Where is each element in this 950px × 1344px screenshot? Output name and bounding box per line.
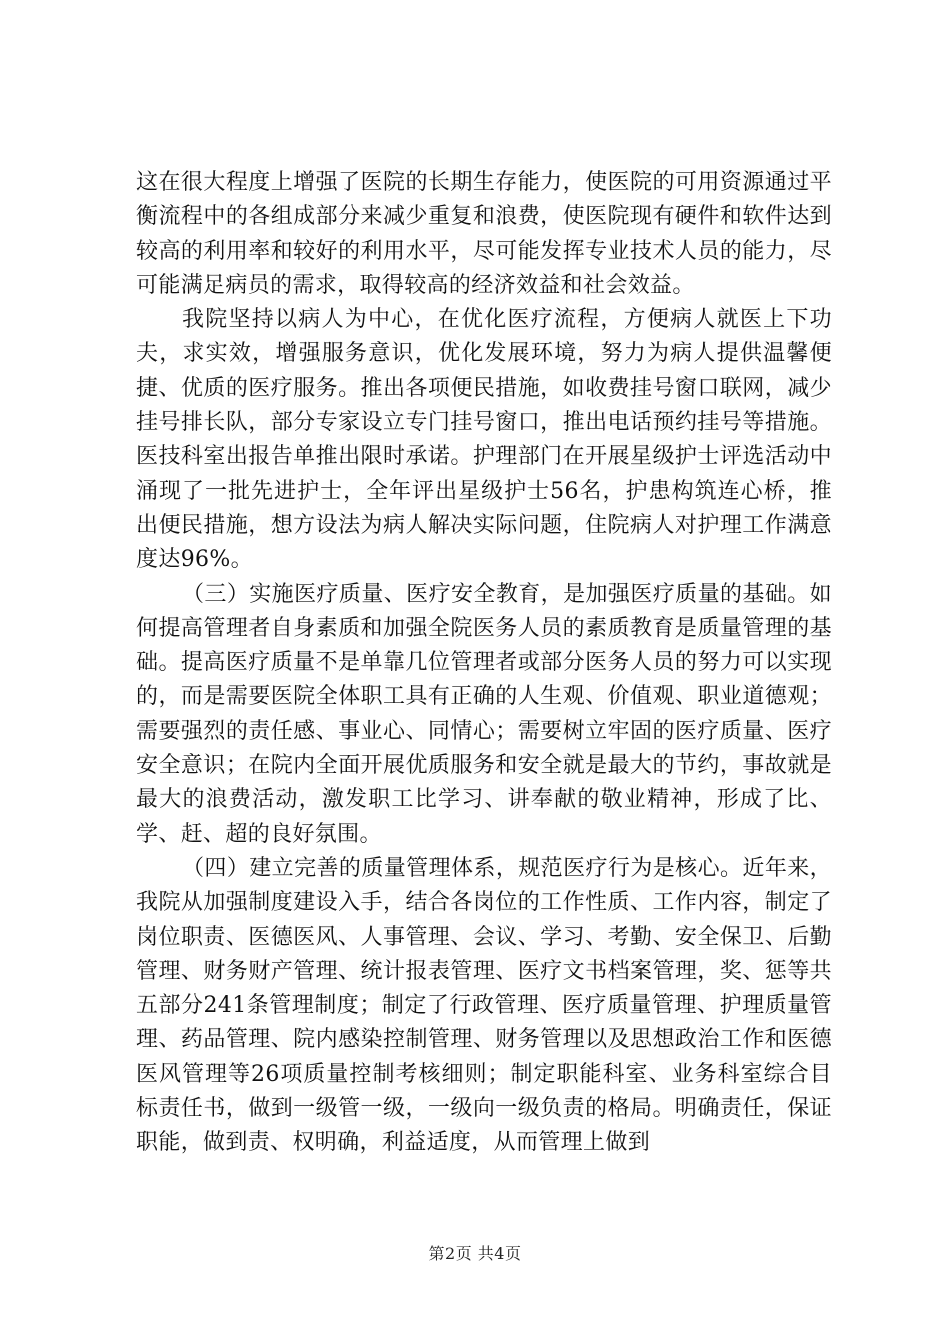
paragraph-4: （四）建立完善的质量管理体系，规范医疗行为是核心。近年来，我院从加强制度建设入手，结合各岗位的工作性质、工作内容，制定了岗位职责、医德医风、人事管理、会议、学习、考勤、安全保卫、后勤管理、财务财产管理、统计报表管理、医疗文书档案管理，奖、惩等共五部分241条管理制度；制定了行政管理、医疗质量管理、护理质量管理、药品管理、院内感染控制管理、财务管理以及思想政治工作和医德医风管理等26项质量控制考核细则；制定职能科室、业务科室综合目标责任书，做到一级管一级，一级向一级负责的格局。明确责任，保证职能，做到责、权明确，利益适度，从而管理上做到 — [136, 855, 832, 1156]
paragraph-3: （三）实施医疗质量、医疗安全教育，是加强医疗质量的基础。如何提高管理者自身素质和加强全院医务人员的素质教育是质量管理的基础。提高医疗质量不是单靠几位管理者或部分医务人员的努力可以实现的，而是需要医院全体职工具有正确的人生观、价值观、职业道德观；需要强烈的责任感、事业心、同情心；需要树立牢固的医疗质量、医疗安全意识；在院内全面开展优质服务和安全就是最大的节约，事故就是最大的浪费活动，激发职工比学习、讲奉献的敬业精神，形成了比、学、赶、超的良好氛围。 — [136, 581, 832, 847]
paragraph-2: 我院坚持以病人为中心，在优化医疗流程，方便病人就医上下功夫，求实效，增强服务意识，优化发展环境，努力为病人提供温馨便捷、优质的医疗服务。推出各项便民措施，如收费挂号窗口联网，减少挂号排长队，部分专家设立专门挂号窗口，推出电话预约挂号等措施。医技科室出报告单推出限时承诺。护理部门在开展星级护士评选活动中涌现了一批先进护士，全年评出星级护士56名，护患构筑连心桥，推出便民措施，想方设法为病人解决实际问题，住院病人对护理工作满意度达96%。 — [136, 307, 832, 573]
document-body — [136, 166, 832, 1161]
paragraph-1: 这在很大程度上增强了医院的长期生存能力，使医院的可用资源通过平衡流程中的各组成部分来减少重复和浪费，使医院现有硬件和软件达到较高的利用率和较好的利用水平，尽可能发挥专业技术人员的能力，尽可能满足病员的需求，取得较高的经济效益和社会效益。 — [136, 170, 832, 298]
page-footer: 第2页 共4页 — [428, 1244, 522, 1263]
